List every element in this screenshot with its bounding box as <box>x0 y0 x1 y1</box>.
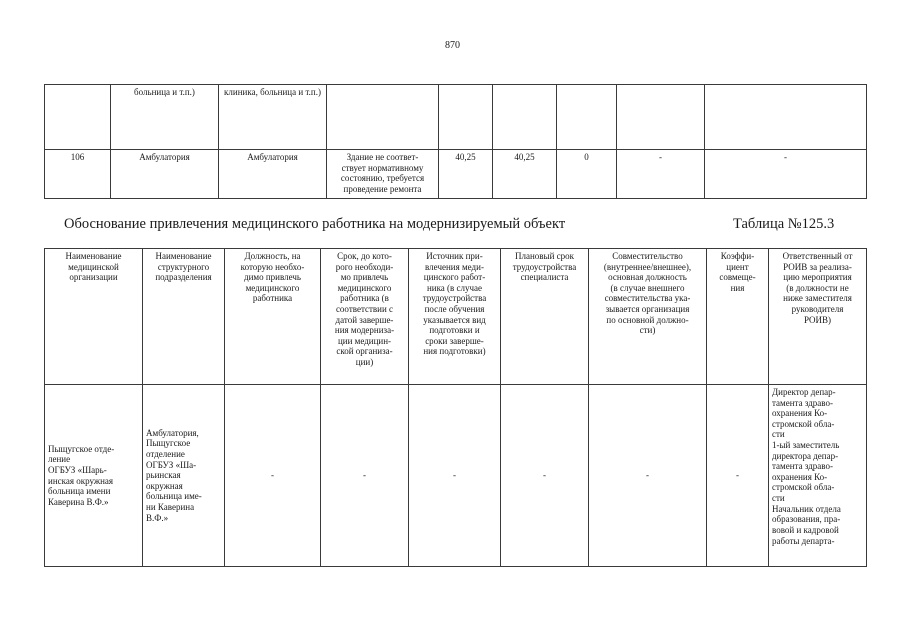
table-cell: Амбулатория <box>219 150 327 199</box>
table-cell: - <box>705 150 867 199</box>
column-header: Должность, на которую необхо- димо привлечь медицинского работника <box>225 249 321 385</box>
header-row <box>45 249 867 385</box>
table-number-label: Таблица №125.3 <box>733 216 835 232</box>
column-header: Ответственный от РОИВ за реализа- цию мероприятия (в должности не ниже заместителя руководителя РОИВ) <box>769 249 867 385</box>
table-cell <box>557 85 617 150</box>
table-row <box>45 150 867 199</box>
table-row <box>45 385 867 567</box>
deadline-cell: - <box>321 385 409 567</box>
table-cell <box>705 85 867 150</box>
source-cell: - <box>409 385 501 567</box>
table-cell: Здание не соответ- ствует нормативному состоянию, требуется проведение ремонта <box>327 150 439 199</box>
planned-date-cell: - <box>501 385 589 567</box>
table-cell: клиника, больница и т.п.) <box>219 85 327 150</box>
main-table <box>44 248 867 567</box>
responsible-cell: Директор депар- тамента здраво- охранения Ко- стромской обла- сти 1-ый заместитель директора депар- тамента здраво- охранения Ко- стромской обла- сти Начальник отдела образования, пра- вовой и кадровой работы департа- <box>769 385 867 567</box>
table-cell: - <box>617 150 705 199</box>
unit-name-cell: Амбулатория, Пыщугское отделение ОГБУЗ «Ша- рьинская окружная больница име- ни Каверина В.Ф.» <box>143 385 225 567</box>
table-cell <box>45 85 111 150</box>
position-cell: - <box>225 385 321 567</box>
page-number: 870 <box>445 40 460 51</box>
table-cell <box>439 85 493 150</box>
table-cell: 40,25 <box>493 150 557 199</box>
table-cell <box>493 85 557 150</box>
table-title: Обоснование привлечения медицинского работника на модернизируемый объект <box>64 216 566 232</box>
column-header: Наименование медицинской организации <box>45 249 143 385</box>
table-cell <box>327 85 439 150</box>
table-cell: 40,25 <box>439 150 493 199</box>
column-header: Наименование структурного подразделения <box>143 249 225 385</box>
column-header: Коэффи- циент совмеще- ния <box>707 249 769 385</box>
table-row <box>45 85 867 150</box>
top-table <box>44 84 867 199</box>
column-header: Совместительство (внутреннее/внешнее), основная должность (в случае внешнего совместительства ука- зывается организация по основной должно- сти) <box>589 249 707 385</box>
column-header: Источник при- влечения меди- цинского работ- ника (в случае трудоустройства после обучения указывается вид подготовки и сроки заверше- ния подготовки) <box>409 249 501 385</box>
combination-cell: - <box>589 385 707 567</box>
table-cell <box>617 85 705 150</box>
org-name-cell: Пыщугское отде- ление ОГБУЗ «Шарь- инская окружная больница имени Каверина В.Ф.» <box>45 385 143 567</box>
column-header: Срок, до кото- рого необходи- мо привлечь медицинского работника (в соответствии с датой заверше- ния модерниза- ции медицин- ской организа- ции) <box>321 249 409 385</box>
table-cell: Амбулатория <box>111 150 219 199</box>
column-header: Плановый срок трудоустройства специалиста <box>501 249 589 385</box>
table-cell: больница и т.п.) <box>111 85 219 150</box>
table-cell: 0 <box>557 150 617 199</box>
table-cell: 106 <box>45 150 111 199</box>
coefficient-cell: - <box>707 385 769 567</box>
